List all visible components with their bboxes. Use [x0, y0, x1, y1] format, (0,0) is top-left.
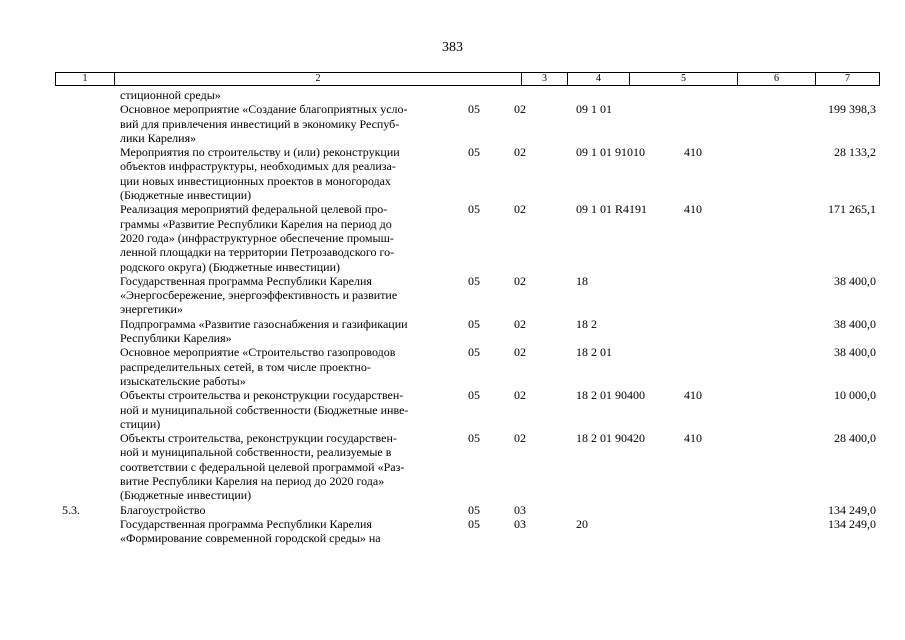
row-text: Объекты строительства и реконструкции государствен- ной и муниципальной собственности (Бюджетные инве- стиции) [120, 388, 409, 431]
table-row [0, 517, 905, 546]
row-amount: 134 249,0 [828, 502, 876, 517]
row-subsection: 02 [514, 273, 526, 288]
row-target-code: 09 1 01 91010 [576, 145, 645, 160]
row-expense-type: 410 [684, 388, 702, 403]
row-text: стиционной среды» [120, 88, 221, 102]
row-amount: 199 398,3 [828, 102, 876, 117]
row-text: Государственная программа Республики Карелия «Формирование современной городской среды» на [120, 516, 381, 546]
row-number: 5.3. [62, 502, 80, 517]
row-subsection: 02 [514, 102, 526, 117]
row-target-code [576, 503, 684, 517]
row-subsection: 03 [514, 502, 526, 517]
table-row [0, 202, 905, 273]
row-number [0, 274, 120, 317]
row-target-code: 18 2 01 90420 [576, 431, 645, 446]
row-amount: 38 400,0 [834, 345, 876, 360]
table-header [55, 72, 880, 86]
table-row [0, 345, 905, 388]
row-amount [764, 88, 876, 102]
table-row [0, 274, 905, 317]
row-text: Основное мероприятие «Строительство газопроводов распределительных сетей, в том числе проектно- изыскательские работы» [120, 345, 396, 388]
row-text: Мероприятия по строительству и (или) реконструкции объектов инфраструктуры, необходимых для реализа- ции новых инвестиционных проектов в моногородах (Бюджетные инвестиции) [120, 145, 400, 203]
row-section: 05 [468, 273, 480, 288]
row-amount: 134 249,0 [828, 516, 876, 531]
table-row [0, 431, 905, 502]
row-expense-type [684, 317, 764, 346]
row-expense-type: 410 [684, 431, 702, 446]
row-section: 05 [468, 502, 480, 517]
header-cell: 7 [845, 73, 850, 84]
page-number: 383 [442, 40, 463, 55]
row-number [0, 431, 120, 502]
header-cell: 2 [115, 73, 522, 85]
table-body [0, 88, 905, 546]
row-section: 05 [468, 145, 480, 160]
row-number [0, 345, 120, 388]
row-number [0, 88, 120, 102]
header-cell: 5 [630, 73, 738, 85]
row-amount: 28 400,0 [834, 431, 876, 446]
row-number [0, 102, 120, 145]
row-subsection: 03 [514, 516, 526, 531]
table-row [0, 388, 905, 431]
row-text: Объекты строительства, реконструкции государствен- ной и муниципальной собственности, реализуемые в соответствии с федеральной целевой программой «Раз- витие Республики Карелия на период до 2020 года» (Бюджетные инвестиции) [120, 431, 405, 503]
row-number [0, 202, 120, 273]
row-subsection: 02 [514, 202, 526, 217]
row-subsection: 02 [514, 388, 526, 403]
row-target-code: 09 1 01 [576, 102, 612, 117]
row-target-code [576, 88, 684, 102]
row-subsection: 02 [514, 345, 526, 360]
header-cell: 6 [738, 73, 816, 85]
row-subsection: 02 [514, 145, 526, 160]
header-cell: 3 [522, 73, 568, 85]
table-row [0, 145, 905, 202]
row-expense-type: 410 [684, 202, 702, 217]
row-expense-type: 410 [684, 145, 702, 160]
row-amount: 38 400,0 [834, 316, 876, 331]
row-number [0, 145, 120, 202]
row-text: Реализация мероприятий федеральной целевой про- граммы «Развитие Республики Карелия на период до 2020 года» (инфраструктурное обеспечение промыш- ленной площадки на территории Петрозаводского го- родского округа) (Бюджетные инвестиции) [120, 202, 395, 274]
row-number [0, 317, 120, 346]
row-number [0, 388, 120, 431]
row-amount: 38 400,0 [834, 273, 876, 288]
row-expense-type [684, 102, 764, 145]
table-row [0, 88, 905, 102]
row-expense-type [684, 88, 764, 102]
row-section [468, 88, 514, 102]
row-amount: 171 265,1 [828, 202, 876, 217]
row-section: 05 [468, 316, 480, 331]
header-cell: 1 [56, 73, 115, 85]
row-subsection: 02 [514, 316, 526, 331]
table-row [0, 503, 905, 517]
row-amount: 10 000,0 [834, 388, 876, 403]
row-expense-type [684, 345, 764, 388]
row-target-code: 20 [576, 516, 588, 531]
table-row [0, 102, 905, 145]
row-target-code: 18 2 01 [576, 345, 612, 360]
header-cell: 4 [568, 73, 630, 85]
row-number [0, 517, 120, 546]
row-target-code: 18 [576, 273, 588, 288]
row-section: 05 [468, 431, 480, 446]
row-section: 05 [468, 102, 480, 117]
row-subsection: 02 [514, 431, 526, 446]
row-expense-type [684, 274, 764, 317]
row-target-code: 18 2 01 90400 [576, 388, 645, 403]
table-row [0, 317, 905, 346]
row-expense-type [684, 517, 764, 546]
row-text: Благоустройство [120, 502, 206, 517]
row-text: Подпрограмма «Развитие газоснабжения и газификации Республики Карелия» [120, 316, 408, 346]
row-section: 05 [468, 345, 480, 360]
row-target-code: 09 1 01 R4191 [576, 202, 648, 217]
row-section: 05 [468, 388, 480, 403]
row-subsection [514, 88, 576, 102]
row-text: Государственная программа Республики Карелия «Энергосбережение, энергоэффективность и развитие энергетики» [120, 273, 398, 317]
row-section: 05 [468, 202, 480, 217]
row-text: Основное мероприятие «Создание благоприятных усло- вий для привлечения инвестиций в экономику Респуб- лики Карелия» [120, 102, 408, 145]
row-expense-type [684, 503, 764, 517]
row-amount: 28 133,2 [834, 145, 876, 160]
row-target-code: 18 2 [576, 316, 597, 331]
row-section: 05 [468, 516, 480, 531]
